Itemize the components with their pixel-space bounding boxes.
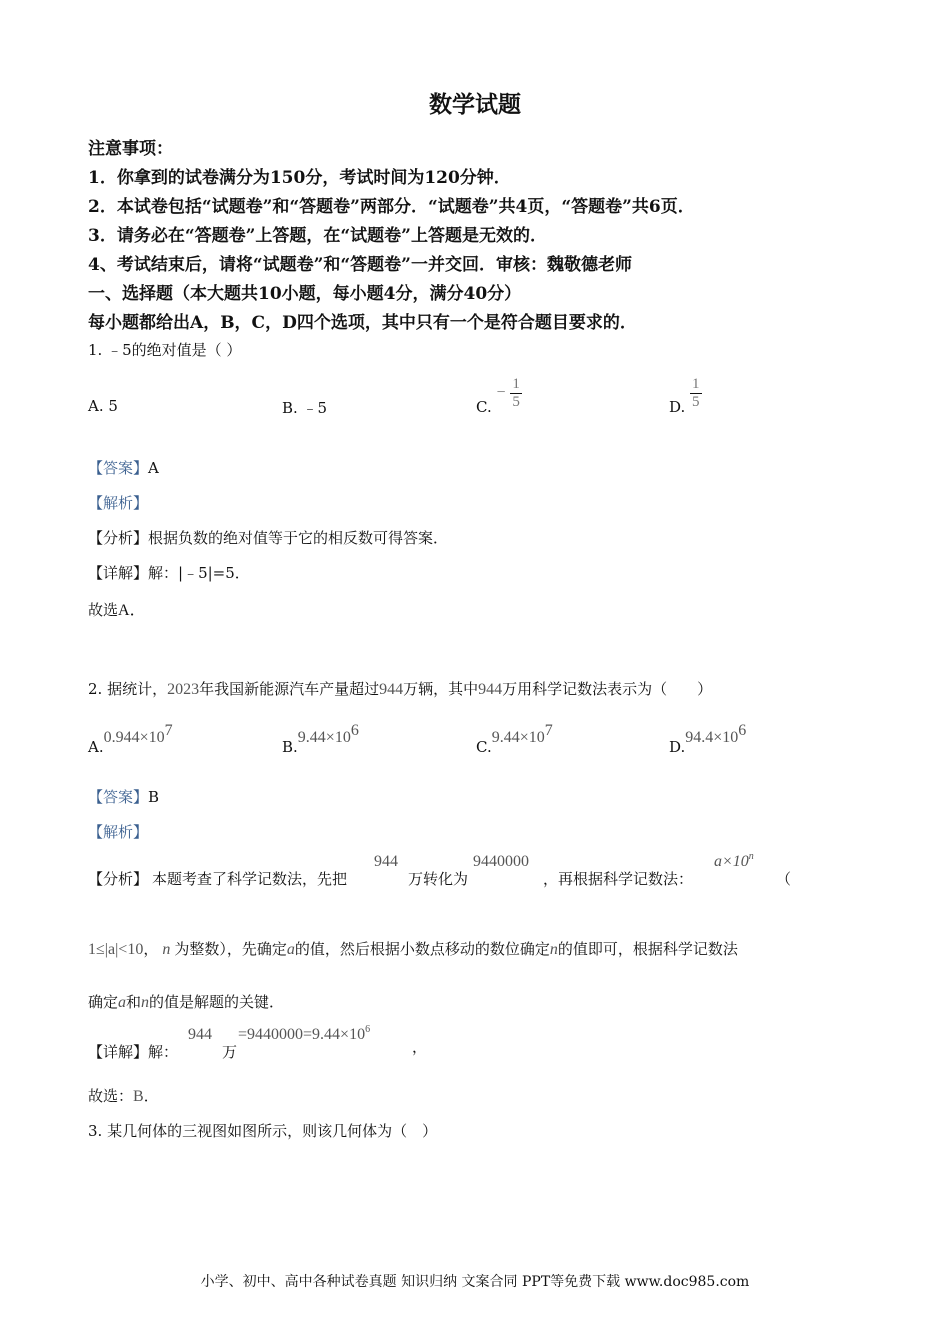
q2-stem (88, 678, 712, 699)
q2-xiangjie (88, 1041, 178, 1062)
q2-analysis-tag: 【解析】 (88, 823, 149, 841)
q1-option-c-fraction (510, 376, 522, 411)
fraction-denominator: 5 (692, 393, 700, 410)
option-label: B. (282, 738, 298, 756)
page-footer: 小学、初中、高中各种试卷真题 知识归纳 文案合同 PPT等免费下载 www.doc985.com (200, 1274, 750, 1290)
choose-value: B (133, 1088, 144, 1105)
notice-item-2: 2．本试卷包括“试题卷”和“答题卷”两部分．“试题卷”共4页，“答题卷”共6页． (88, 197, 695, 217)
page-title: 数学试题 (429, 91, 521, 118)
q1-option-c (476, 370, 522, 416)
q2-option-d (669, 722, 747, 756)
q2-option-b (282, 722, 359, 756)
answer-value: B (148, 788, 160, 806)
var-n: n (162, 941, 171, 958)
q1-option-d (669, 370, 702, 416)
q2-xiangjie-number: 944 (188, 1026, 212, 1043)
text: 的值是解题的关键． (149, 993, 285, 1011)
q1-option-d-fraction (690, 376, 702, 411)
q2-stem-part: 万用科学记数法表示为（ ） (502, 680, 713, 698)
q1-option-c-label: C. (476, 398, 492, 416)
option-formula: 94.4×10 (685, 729, 739, 746)
q2-stem-year: 2023 (167, 681, 200, 698)
q2-option-a (88, 722, 173, 756)
text: ， (143, 940, 159, 958)
notice-item-4: 4、考试结束后，请将“试题卷”和“答题卷”一并交回．审核：魏敬德老师 (88, 255, 632, 275)
q3-stem: 3. 某几何体的三视图如图所示，则该几何体为（ ） (88, 1122, 438, 1140)
section-heading: 一、选择题（本大题共10小题，每小题4分，满分40分） (88, 284, 522, 304)
q2-fenxi-text: （ (776, 870, 792, 888)
q1-answer (88, 457, 159, 478)
q2-option-c (476, 722, 553, 756)
notice-item-3: 3．请务必在“答题卷”上答题，在“试题卷”上答题是无效的． (88, 226, 547, 246)
q2-fenxi-text: 本题考查了科学记数法，先把 (152, 870, 348, 888)
q1-choose (88, 597, 146, 620)
fraction-denominator: 5 (512, 393, 520, 410)
xiangjie-tag: 【详解】 (88, 1043, 149, 1061)
section-note: 每小题都给出A，B，C，D四个选项，其中只有一个是符合题目要求的． (88, 313, 637, 333)
q2-stem-part: 2. 据统计， (88, 680, 168, 698)
option-label: C. (476, 738, 492, 756)
option-exponent: 6 (738, 722, 747, 739)
q1-stem: 1. ﹣5的绝对值是（ ） (88, 341, 242, 359)
option-formula: 0.944×10 (103, 729, 165, 746)
choose-end: ． (143, 1087, 159, 1105)
q2-answer (88, 786, 159, 807)
q1-fenxi (88, 527, 448, 548)
formula-base: a×10 (714, 853, 749, 870)
text: 的值，然后根据小数点移动的数位确定 (294, 940, 550, 958)
option-exponent: 7 (544, 722, 553, 739)
q2-fenxi-line2 (88, 938, 738, 959)
xiangjie-text: 解：|﹣5|=5． (148, 564, 250, 582)
var-n: n (141, 994, 150, 1011)
q2-xiangjie-end: ， (412, 1038, 428, 1056)
choose-prefix: 故选： (88, 1087, 134, 1105)
q1-option-a: A. 5 (88, 397, 118, 415)
q2-fenxi-text: 万转化为 (408, 870, 469, 888)
q2-stem-number: 944 (379, 681, 404, 698)
q2-fenxi-number: 9440000 (473, 853, 529, 870)
answer-tag: 【答案】 (88, 788, 149, 806)
q2-fenxi-line1: 【分析】 (88, 870, 149, 888)
q1-option-d-label: D. (669, 398, 686, 416)
q1-option-c-sign: − (496, 384, 506, 401)
fenxi-text: 根据负数的绝对值等于它的相反数可得答案． (148, 529, 449, 547)
text: 为整数），先确定 (174, 940, 287, 958)
option-label: A. (88, 738, 104, 756)
q2-xiangjie-wan: 万 (222, 1043, 238, 1061)
q2-fenxi-formula (714, 853, 754, 871)
option-label: D. (669, 738, 686, 756)
var-a: a (286, 941, 295, 958)
xiangjie-text: 解： (148, 1043, 179, 1061)
fraction-numerator: 1 (512, 375, 520, 392)
formula-exponent: n (748, 851, 754, 862)
condition-formula: 1≤|a|<10 (88, 941, 144, 958)
q2-fenxi-number: 944 (374, 853, 398, 870)
q1-option-b: B. ﹣5 (282, 399, 328, 417)
text: 和 (126, 993, 142, 1011)
var-n: n (549, 941, 558, 958)
fenxi-tag: 【分析】 (88, 529, 149, 547)
equation-exponent: 6 (365, 1024, 371, 1035)
option-formula: 9.44×10 (297, 729, 351, 746)
q2-choose (88, 1085, 159, 1106)
choose-value: A． (118, 602, 146, 619)
q2-fenxi-text: ，再根据科学记数法： (543, 870, 694, 888)
q1-analysis-tag: 【解析】 (88, 494, 149, 512)
var-a: a (118, 994, 127, 1011)
text: 的值即可，根据科学记数法 (557, 940, 738, 958)
q2-stem-number: 944 (478, 681, 503, 698)
q2-fenxi-line3 (88, 991, 284, 1012)
option-exponent: 6 (350, 722, 359, 739)
text: 确定 (88, 993, 119, 1011)
xiangjie-tag: 【详解】 (88, 564, 149, 582)
fraction-numerator: 1 (692, 375, 700, 392)
q2-xiangjie-equation (238, 1026, 370, 1044)
notice-item-1: 1．你拿到的试卷满分为150分，考试时间为120分钟． (88, 168, 511, 188)
option-exponent: 7 (164, 722, 173, 739)
option-formula: 9.44×10 (491, 729, 545, 746)
notice-heading: 注意事项： (88, 139, 173, 159)
choose-prefix: 故选 (88, 601, 119, 619)
answer-tag: 【答案】 (88, 459, 149, 477)
equation-base: =9440000=9.44×10 (238, 1026, 366, 1043)
q2-stem-part: 年我国新能源汽车产量超过 (199, 680, 380, 698)
q1-xiangjie (88, 562, 250, 583)
answer-value: A (148, 459, 159, 477)
q2-stem-part: 万辆，其中 (403, 680, 479, 698)
